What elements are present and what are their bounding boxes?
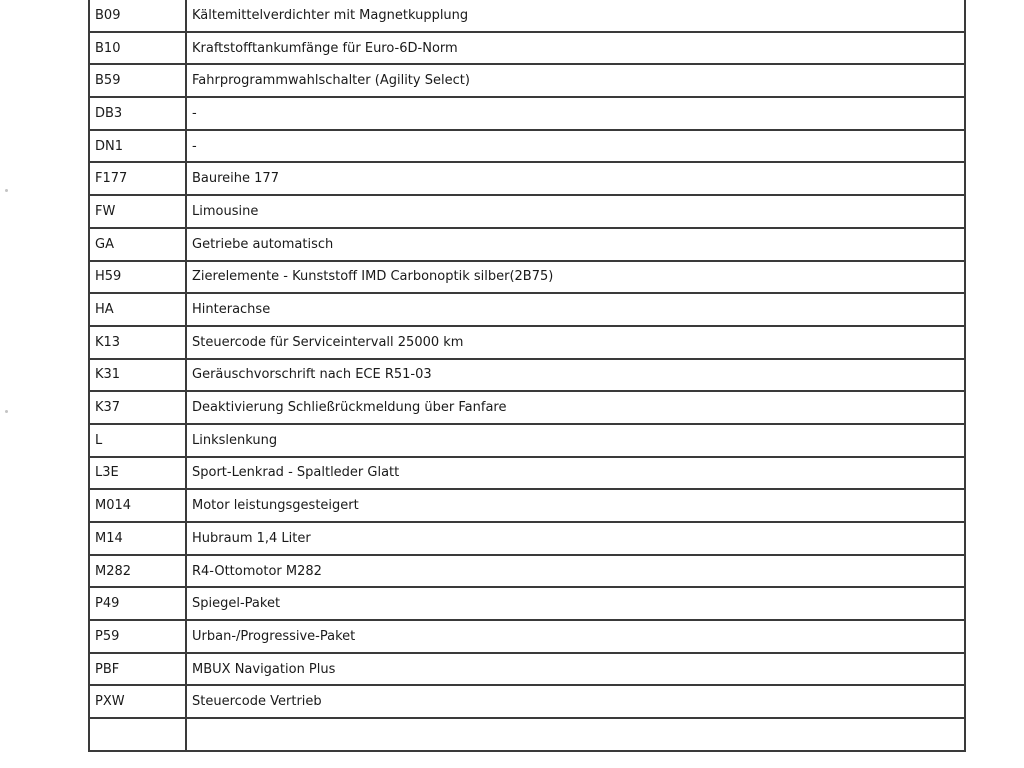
code-cell: P49 — [89, 587, 186, 620]
description-cell — [186, 718, 965, 751]
table-row — [89, 653, 965, 686]
description-cell: Linkslenkung — [186, 424, 965, 457]
description-cell: - — [186, 97, 965, 130]
code-cell: B09 — [89, 0, 186, 32]
table-row — [89, 228, 965, 261]
code-cell: HA — [89, 293, 186, 326]
description-cell: Motor leistungsgesteigert — [186, 489, 965, 522]
scan-speck — [5, 410, 8, 413]
option-code-table-body — [89, 0, 965, 751]
description-cell: Steuercode für Serviceintervall 25000 km — [186, 326, 965, 359]
code-cell: FW — [89, 195, 186, 228]
code-cell: H59 — [89, 261, 186, 294]
code-cell: F177 — [89, 162, 186, 195]
table-row — [89, 391, 965, 424]
description-cell: Hinterachse — [186, 293, 965, 326]
code-cell: B59 — [89, 64, 186, 97]
code-cell: M14 — [89, 522, 186, 555]
table-row — [89, 195, 965, 228]
code-cell: M014 — [89, 489, 186, 522]
table-row — [89, 489, 965, 522]
table-row — [89, 424, 965, 457]
code-cell: M282 — [89, 555, 186, 588]
code-cell: B10 — [89, 32, 186, 65]
table-row — [89, 522, 965, 555]
description-cell: Steuercode Vertrieb — [186, 685, 965, 718]
scan-speck — [5, 189, 8, 192]
table-row — [89, 620, 965, 653]
table-row — [89, 587, 965, 620]
code-cell: L — [89, 424, 186, 457]
description-cell: Deaktivierung Schließrückmeldung über Fanfare — [186, 391, 965, 424]
table-row — [89, 32, 965, 65]
code-cell: K31 — [89, 359, 186, 392]
code-cell: L3E — [89, 457, 186, 490]
code-cell: K37 — [89, 391, 186, 424]
table-row — [89, 130, 965, 163]
description-cell: Getriebe automatisch — [186, 228, 965, 261]
code-cell: P59 — [89, 620, 186, 653]
table-row — [89, 0, 965, 32]
description-cell: MBUX Navigation Plus — [186, 653, 965, 686]
table-row — [89, 685, 965, 718]
table-row — [89, 261, 965, 294]
code-cell: DN1 — [89, 130, 186, 163]
table-row — [89, 97, 965, 130]
description-cell: Hubraum 1,4 Liter — [186, 522, 965, 555]
description-cell: Kraftstofftankumfänge für Euro-6D-Norm — [186, 32, 965, 65]
description-cell: Zierelemente - Kunststoff IMD Carbonoptik silber(2B75) — [186, 261, 965, 294]
description-cell: Kältemittelverdichter mit Magnetkupplung — [186, 0, 965, 32]
description-cell: R4-Ottomotor M282 — [186, 555, 965, 588]
code-cell: GA — [89, 228, 186, 261]
description-cell: - — [186, 130, 965, 163]
table-row — [89, 326, 965, 359]
table-row — [89, 359, 965, 392]
table-row — [89, 718, 965, 751]
code-cell: DB3 — [89, 97, 186, 130]
description-cell: Geräuschvorschrift nach ECE R51-03 — [186, 359, 965, 392]
description-cell: Urban-/Progressive-Paket — [186, 620, 965, 653]
table-row — [89, 64, 965, 97]
code-cell: PBF — [89, 653, 186, 686]
code-cell: PXW — [89, 685, 186, 718]
description-cell: Sport-Lenkrad - Spaltleder Glatt — [186, 457, 965, 490]
option-code-table — [88, 0, 966, 752]
table-row — [89, 293, 965, 326]
code-cell — [89, 718, 186, 751]
description-cell: Baureihe 177 — [186, 162, 965, 195]
description-cell: Limousine — [186, 195, 965, 228]
code-cell: K13 — [89, 326, 186, 359]
table-row — [89, 555, 965, 588]
description-cell: Spiegel-Paket — [186, 587, 965, 620]
table-row — [89, 162, 965, 195]
description-cell: Fahrprogrammwahlschalter (Agility Select) — [186, 64, 965, 97]
table-row — [89, 457, 965, 490]
